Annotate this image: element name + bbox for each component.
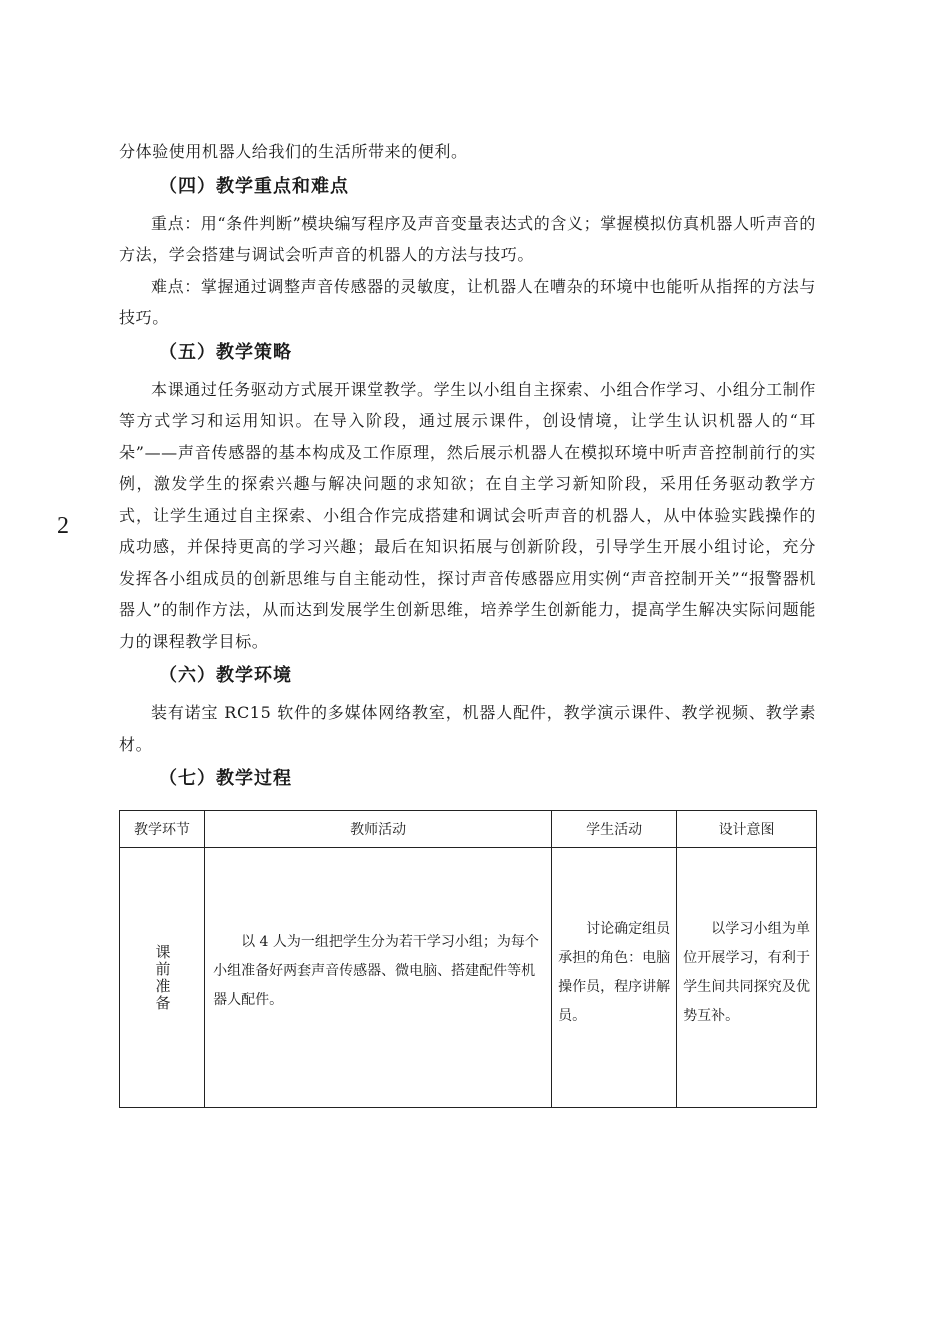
- cell-stage: [120, 848, 205, 1108]
- cell-student-activity: 讨论确定组员承担的角色：电脑操作员，程序讲解员。: [552, 848, 677, 1108]
- section-heading-strategy: （五）教学策略: [159, 341, 292, 363]
- environment-paragraph: 装有诺宝 RC15 软件的多媒体网络教室，机器人配件，教学演示课件、教学视频、教学素材。: [119, 703, 816, 754]
- table-row: [120, 848, 817, 1108]
- table-header-row: [120, 811, 817, 848]
- header-design-intent: 设计意图: [677, 811, 817, 848]
- document-body: [119, 136, 816, 800]
- page-number: 2: [57, 513, 69, 539]
- cell-teacher-activity: 以 4 人为一组把学生分为若干学习小组；为每个小组准备好两套声音传感器、微电脑、搭建配件等机器人配件。: [205, 848, 552, 1108]
- header-student-activity: 学生活动: [552, 811, 677, 848]
- key-points-paragraph: 重点：用“条件判断”模块编写程序及声音变量表达式的含义；掌握模拟仿真机器人听声音的方法，学会搭建与调试会听声音的机器人的方法与技巧。: [119, 213, 816, 264]
- strategy-paragraph: 本课通过任务驱动方式展开课堂教学。学生以小组自主探索、小组合作学习、小组分工制作等方式学习和运用知识。在导入阶段，通过展示课件，创设情境，让学生认识机器人的“耳朵”——声音传感器的基本构成及工作原理，然后展示机器人在模拟环境中听声音控制前行的实例，激发学生的探索兴趣与解决问题的求知欲；在自主学习新知阶段，采用任务驱动教学方式，让学生通过自主探索、小组合作完成搭建和调试会听声音的机器人，从中体验实践操作的成功感，并保持更高的学习兴趣；最后在知识拓展与创新阶段，引导学生开展小组讨论，充分发挥各小组成员的创新思维与自主能动性，探讨声音传感器应用实例“声音控制开关”“报警器机器人”的制作方法，从而达到发展学生创新思维，培养学生创新能力，提高学生解决实际问题能力的课程教学目标。: [119, 379, 816, 651]
- header-stage: 教学环节: [120, 811, 205, 848]
- section-heading-key-points: （四）教学重点和难点: [159, 175, 349, 197]
- stage-label: 课前准备: [153, 943, 172, 1012]
- difficulties-paragraph: 难点：掌握通过调整声音传感器的灵敏度，让机器人在嘈杂的环境中也能听从指挥的方法与技巧。: [119, 276, 816, 327]
- section-heading-process: （七）教学过程: [159, 768, 292, 789]
- cell-design-intent: 以学习小组为单位开展学习，有利于学生间共同探究及优势互补。: [677, 848, 817, 1108]
- section-heading-environment: （六）教学环境: [159, 665, 292, 686]
- intro-tail-paragraph: 分体验使用机器人给我们的生活所带来的便利。: [119, 142, 468, 161]
- header-teacher-activity: 教师活动: [205, 811, 552, 848]
- teaching-process-table: [119, 810, 817, 1108]
